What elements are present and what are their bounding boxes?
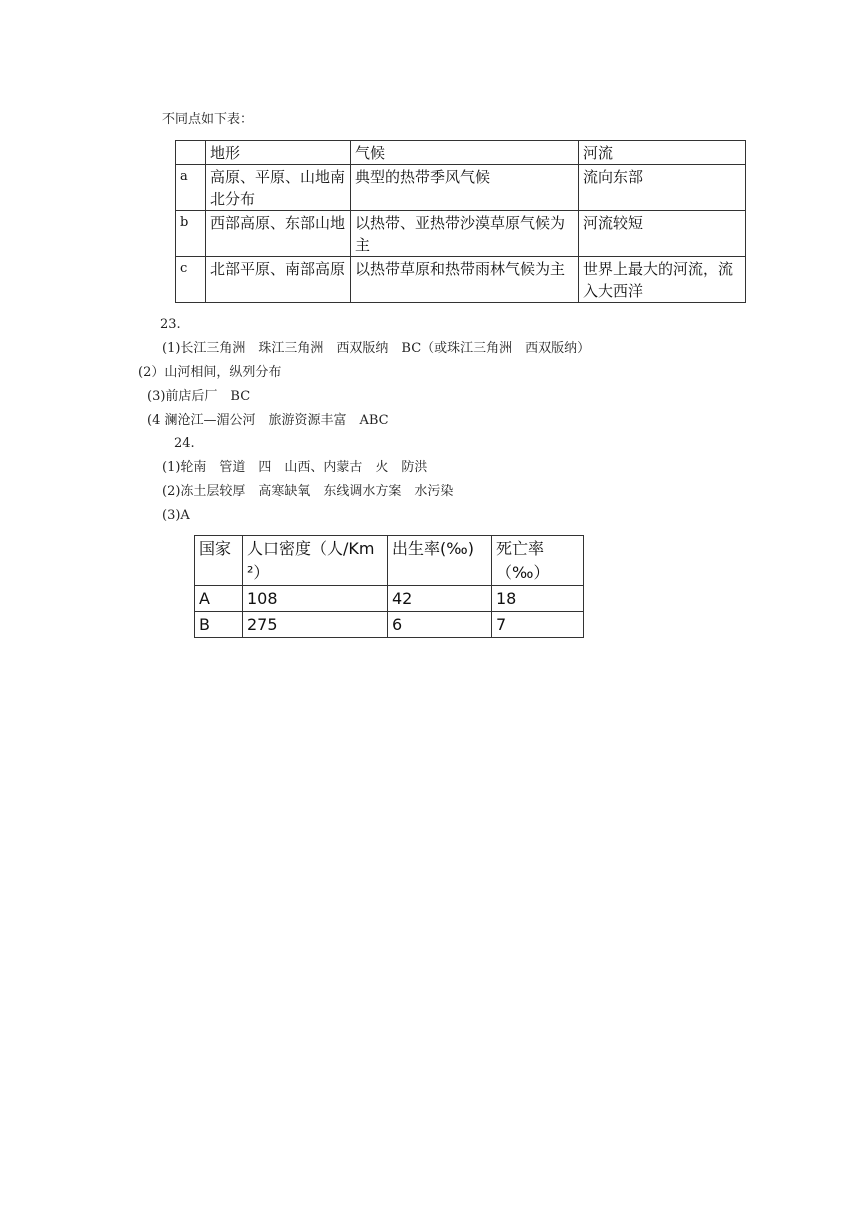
table-cell: 典型的热带季风气候 bbox=[351, 165, 579, 211]
header-cell: 地形 bbox=[206, 141, 351, 165]
table-row bbox=[195, 612, 584, 638]
header-cell: 出生率(‰) bbox=[388, 536, 492, 586]
table-cell: 108 bbox=[243, 586, 388, 612]
table-cell: 世界上最大的河流，流入大西洋 bbox=[579, 257, 746, 303]
table-cell: 高原、平原、山地南北分布 bbox=[206, 165, 351, 211]
table-cell: 275 bbox=[243, 612, 388, 638]
answer-line: (3)A bbox=[162, 508, 190, 523]
table-cell: a bbox=[176, 165, 206, 211]
question-number-24: 24. bbox=[174, 436, 195, 451]
question-number-23: 23. bbox=[160, 317, 181, 332]
table-row bbox=[176, 165, 746, 211]
table-cell: 北部平原、南部高原 bbox=[206, 257, 351, 303]
table-cell: B bbox=[195, 612, 243, 638]
table-cell: 18 bbox=[492, 586, 584, 612]
table-cell: 以热带草原和热带雨林气候为主 bbox=[351, 257, 579, 303]
header-cell: 河流 bbox=[579, 141, 746, 165]
table-row bbox=[176, 257, 746, 303]
answer-line: (2）山河相间，纵列分布 bbox=[138, 365, 282, 380]
table-cell: 流向东部 bbox=[579, 165, 746, 211]
table-cell: 7 bbox=[492, 612, 584, 638]
header-cell: 死亡率（‰） bbox=[492, 536, 584, 586]
table-cell: 6 bbox=[388, 612, 492, 638]
table-cell: A bbox=[195, 586, 243, 612]
header-cell bbox=[176, 141, 206, 165]
table-row bbox=[176, 211, 746, 257]
header-cell: 人口密度（人/Km²） bbox=[243, 536, 388, 586]
intro-text: 不同点如下表： bbox=[162, 112, 254, 127]
population-table bbox=[194, 535, 584, 638]
table-cell: 以热带、亚热带沙漠草原气候为主 bbox=[351, 211, 579, 257]
table-cell: b bbox=[176, 211, 206, 257]
table-header-row bbox=[195, 536, 584, 586]
answer-line: (3)前店后厂 BC bbox=[147, 389, 251, 404]
header-cell: 国家 bbox=[195, 536, 243, 586]
answer-line: (2)冻土层较厚 高寒缺氧 东线调水方案 水污染 bbox=[162, 484, 454, 499]
table-header-row bbox=[176, 141, 746, 165]
answer-line: (4 澜沧江—湄公河 旅游资源丰富 ABC bbox=[147, 413, 389, 428]
table-cell: 42 bbox=[388, 586, 492, 612]
table-cell: c bbox=[176, 257, 206, 303]
table-cell: 河流较短 bbox=[579, 211, 746, 257]
answer-line: (1)长江三角洲 珠江三角洲 西双版纳 BC（或珠江三角洲 西双版纳） bbox=[162, 341, 591, 356]
answer-line: (1)轮南 管道 四 山西、内蒙古 火 防洪 bbox=[162, 460, 428, 475]
table-row bbox=[195, 586, 584, 612]
table-cell: 西部高原、东部山地 bbox=[206, 211, 351, 257]
header-cell: 气候 bbox=[351, 141, 579, 165]
comparison-table bbox=[175, 140, 746, 303]
